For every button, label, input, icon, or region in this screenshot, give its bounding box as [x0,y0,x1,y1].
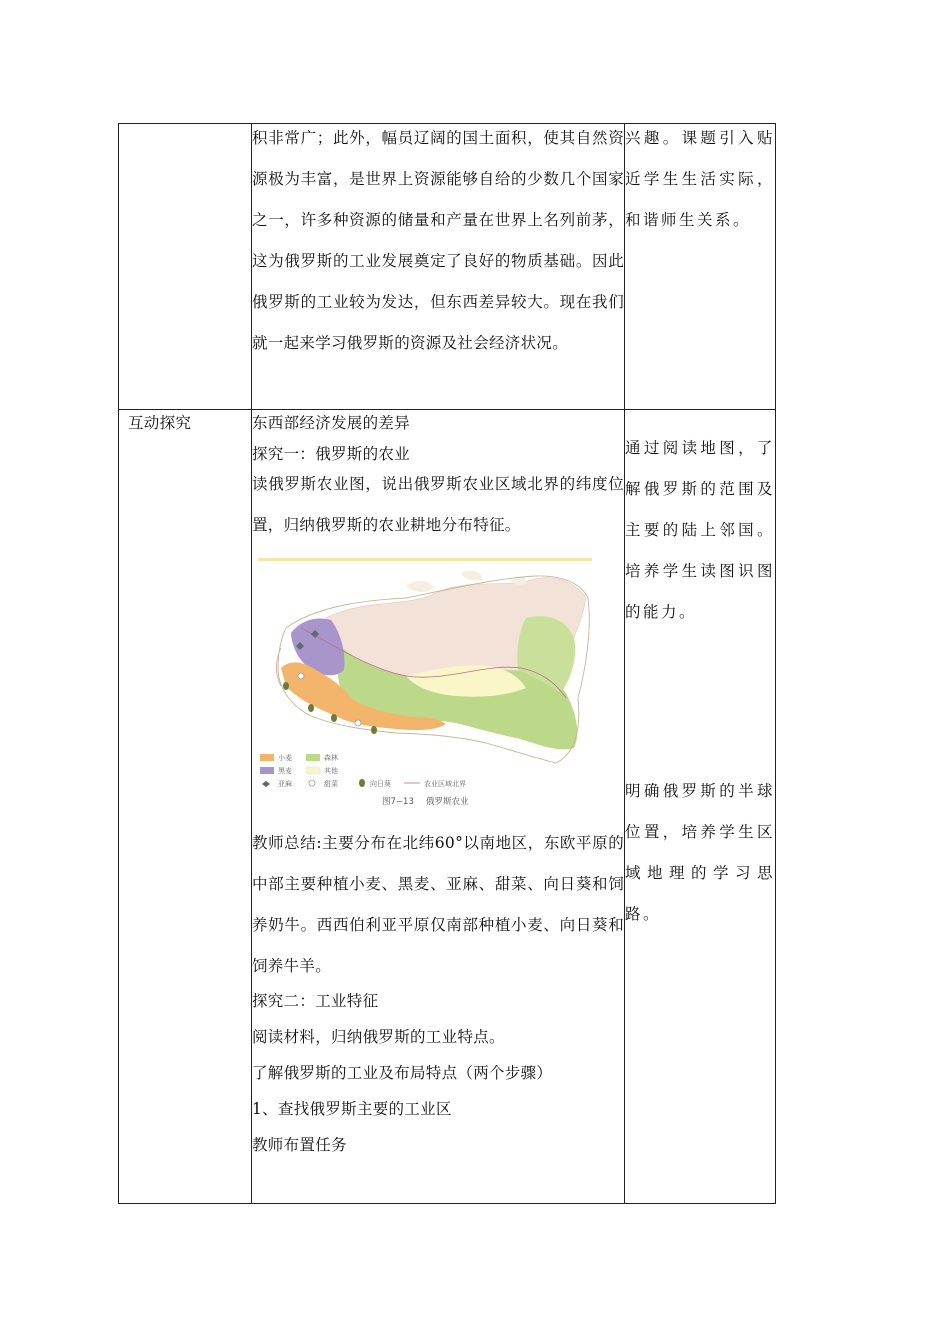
stage-cell [119,410,252,1204]
arctic-island [406,581,434,592]
teacher-task: 教师布置任务 [252,1136,347,1154]
table-row [119,124,776,410]
lesson-plan-table [118,123,776,1204]
note-cell [625,410,776,1204]
content-paragraph: 积非常广；此外，幅员辽阔的国土面积，使其自然资源极为丰富，是世界上资源能够自给的少数几个国家之一，许多种资源的储量和产量在世界上名列前茅，这为俄罗斯的工业发展奠定了良好的物质基础。因此俄罗斯的工业较为发达，但东西差异较大。现在我们就一起来学习俄罗斯的资源及社会经济状况。 [252,129,624,352]
stage-cell [119,124,252,410]
legend-wheat-label: 小麦 [278,754,292,762]
map-caption-title: 俄罗斯农业 [426,797,469,807]
legend-sunflower-label: 向日葵 [370,780,391,788]
legend-rye-swatch [260,767,274,774]
legend-flax-icon [262,781,270,787]
inquiry-task: 阅读材料，归纳俄罗斯的工业特点。 [252,1028,505,1046]
legend-beet-icon [309,780,315,786]
content-cell [252,410,625,1204]
legend-sunflower-icon [359,779,365,787]
inquiry-task: 读俄罗斯农业图，说出俄罗斯农业区域北界的纬度位置，归纳俄罗斯的农业耕地分布特征。 [252,475,624,534]
stage-label: 互动探究 [128,414,192,432]
legend-other-swatch [306,767,320,774]
legend-beet-label: 甜菜 [324,780,338,788]
inquiry-title: 探究一：俄罗斯的农业 [252,445,411,463]
legend-forest-label: 森林 [324,754,338,762]
content-cell [252,124,625,410]
inquiry-title: 探究二：工业特征 [252,992,379,1010]
russia-agriculture-map [256,558,594,818]
legend-boundary-label: 农业区域北界 [424,780,466,788]
note-cell [625,124,776,410]
design-note: 明确俄罗斯的半球位置，培养学生区域地理的学习思路。 [625,782,775,923]
sunflower-marker [371,726,377,734]
legend-forest-swatch [306,754,320,761]
top-strip [258,558,592,561]
sunflower-marker [308,704,314,712]
beet-marker [355,720,361,726]
table-row [119,410,776,1204]
industry-intro: 了解俄罗斯的工业及布局特点（两个步骤） [252,1064,553,1082]
sunflower-marker [283,682,289,690]
step-item: 1、查找俄罗斯主要的工业区 [252,1100,452,1118]
beet-marker [298,673,304,679]
map-caption-number: 图7−13 [382,797,414,807]
design-note: 兴趣。课题引入贴近学生生活实际，和谐师生关系。 [625,129,775,229]
map-legend [260,753,466,788]
legend-flax-label: 亚麻 [278,780,292,788]
design-note: 通过阅读地图，了解俄罗斯的范围及主要的陆上邻国。培养学生读图识图的能力。 [625,439,775,621]
map-figure [256,558,594,818]
sunflower-marker [331,714,337,722]
arctic-island [461,571,482,581]
legend-wheat-swatch [260,754,274,761]
legend-other-label: 其他 [324,767,338,775]
teacher-summary: 教师总结:主要分布在北纬60°以南地区，东欧平原的中部主要种植小麦、黑麦、亚麻、甜菜、向日葵和饲养奶牛。西西伯利亚平原仅南部种植小麦、向日葵和饲养牛羊。 [252,834,624,975]
legend-rye-label: 黑麦 [278,767,292,775]
section-heading: 东西部经济发展的差异 [252,414,411,432]
